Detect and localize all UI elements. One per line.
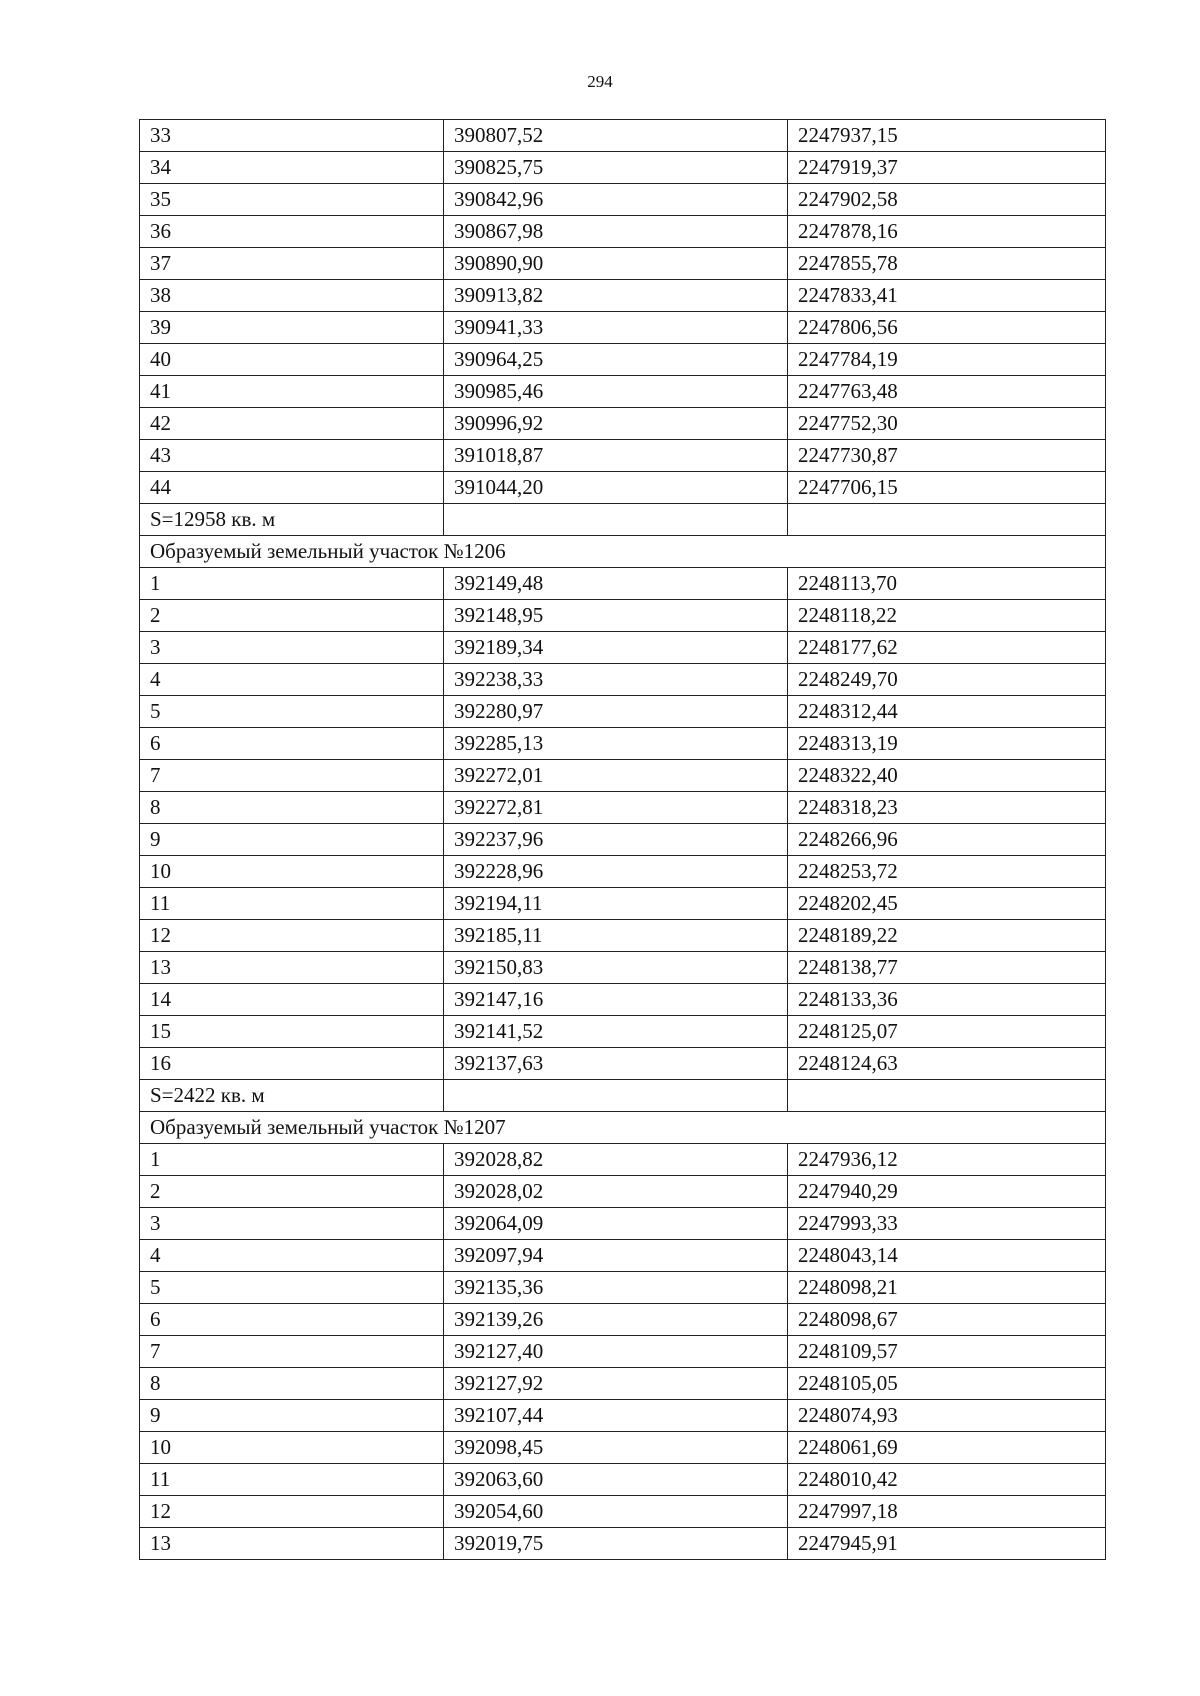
x-coordinate-cell: 392064,09 xyxy=(444,1208,788,1240)
x-coordinate-cell: 390985,46 xyxy=(444,376,788,408)
x-coordinate-cell: 390842,96 xyxy=(444,184,788,216)
point-number-cell: 7 xyxy=(140,1336,444,1368)
x-coordinate-cell: 392141,52 xyxy=(444,1016,788,1048)
x-coordinate-cell: 392194,11 xyxy=(444,888,788,920)
y-coordinate-cell: 2247997,18 xyxy=(788,1496,1106,1528)
x-coordinate-cell: 392097,94 xyxy=(444,1240,788,1272)
point-number-cell: 4 xyxy=(140,1240,444,1272)
x-coordinate-cell: 392228,96 xyxy=(444,856,788,888)
point-number-cell: 5 xyxy=(140,696,444,728)
point-number-cell: 8 xyxy=(140,792,444,824)
point-number-cell: 5 xyxy=(140,1272,444,1304)
y-coordinate-cell: 2247940,29 xyxy=(788,1176,1106,1208)
table-row xyxy=(140,1464,1106,1496)
table-row xyxy=(140,1240,1106,1272)
y-coordinate-cell: 2248074,93 xyxy=(788,1400,1106,1432)
point-number-cell: 44 xyxy=(140,472,444,504)
x-coordinate-cell: 392238,33 xyxy=(444,664,788,696)
y-coordinate-cell: 2247752,30 xyxy=(788,408,1106,440)
point-number-cell: 2 xyxy=(140,1176,444,1208)
x-coordinate-cell: 392137,63 xyxy=(444,1048,788,1080)
y-coordinate-cell: 2248312,44 xyxy=(788,696,1106,728)
section-heading-row xyxy=(140,1112,1106,1144)
point-number-cell: 35 xyxy=(140,184,444,216)
point-number-cell: 14 xyxy=(140,984,444,1016)
x-coordinate-cell: 390913,82 xyxy=(444,280,788,312)
table-row xyxy=(140,1432,1106,1464)
point-number-cell: 33 xyxy=(140,120,444,152)
x-coordinate-cell: 392189,34 xyxy=(444,632,788,664)
x-coordinate-cell: 390890,90 xyxy=(444,248,788,280)
x-coordinate-cell: 392149,48 xyxy=(444,568,788,600)
x-coordinate-cell: 392107,44 xyxy=(444,1400,788,1432)
point-number-cell: 9 xyxy=(140,1400,444,1432)
x-coordinate-cell: 392054,60 xyxy=(444,1496,788,1528)
area-cell: S=2422 кв. м xyxy=(140,1080,444,1112)
x-coordinate-cell: 392135,36 xyxy=(444,1272,788,1304)
x-coordinate-cell: 392063,60 xyxy=(444,1464,788,1496)
y-coordinate-cell: 2248098,67 xyxy=(788,1304,1106,1336)
point-number-cell: 1 xyxy=(140,568,444,600)
x-coordinate-cell: 392019,75 xyxy=(444,1528,788,1560)
table-row xyxy=(140,856,1106,888)
point-number-cell: 3 xyxy=(140,1208,444,1240)
y-coordinate-cell: 2248322,40 xyxy=(788,760,1106,792)
y-coordinate-cell: 2248249,70 xyxy=(788,664,1106,696)
point-number-cell: 13 xyxy=(140,952,444,984)
point-number-cell: 12 xyxy=(140,1496,444,1528)
empty-cell xyxy=(788,1080,1106,1112)
x-coordinate-cell: 392127,92 xyxy=(444,1368,788,1400)
page-number: 294 xyxy=(587,72,613,91)
table-row xyxy=(140,1400,1106,1432)
x-coordinate-cell: 392028,82 xyxy=(444,1144,788,1176)
x-coordinate-cell: 392098,45 xyxy=(444,1432,788,1464)
point-number-cell: 1 xyxy=(140,1144,444,1176)
point-number-cell: 34 xyxy=(140,152,444,184)
x-coordinate-cell: 392139,26 xyxy=(444,1304,788,1336)
section-heading: Образуемый земельный участок №1206 xyxy=(140,536,1106,568)
table-row xyxy=(140,984,1106,1016)
table-row xyxy=(140,664,1106,696)
x-coordinate-cell: 391044,20 xyxy=(444,472,788,504)
x-coordinate-cell: 390807,52 xyxy=(444,120,788,152)
x-coordinate-cell: 390825,75 xyxy=(444,152,788,184)
table-row xyxy=(140,1272,1106,1304)
x-coordinate-cell: 392280,97 xyxy=(444,696,788,728)
table-row xyxy=(140,568,1106,600)
table-row xyxy=(140,1176,1106,1208)
y-coordinate-cell: 2248202,45 xyxy=(788,888,1106,920)
y-coordinate-cell: 2248010,42 xyxy=(788,1464,1106,1496)
x-coordinate-cell: 392237,96 xyxy=(444,824,788,856)
point-number-cell: 6 xyxy=(140,728,444,760)
x-coordinate-cell: 390867,98 xyxy=(444,216,788,248)
table-row xyxy=(140,152,1106,184)
x-coordinate-cell: 392147,16 xyxy=(444,984,788,1016)
x-coordinate-cell: 392127,40 xyxy=(444,1336,788,1368)
point-number-cell: 10 xyxy=(140,1432,444,1464)
y-coordinate-cell: 2248043,14 xyxy=(788,1240,1106,1272)
table-row xyxy=(140,1208,1106,1240)
y-coordinate-cell: 2248313,19 xyxy=(788,728,1106,760)
table-row xyxy=(140,824,1106,856)
point-number-cell: 12 xyxy=(140,920,444,952)
point-number-cell: 6 xyxy=(140,1304,444,1336)
table-row xyxy=(140,120,1106,152)
y-coordinate-cell: 2247730,87 xyxy=(788,440,1106,472)
point-number-cell: 39 xyxy=(140,312,444,344)
x-coordinate-cell: 392148,95 xyxy=(444,600,788,632)
point-number-cell: 13 xyxy=(140,1528,444,1560)
table-row xyxy=(140,1304,1106,1336)
y-coordinate-cell: 2248118,22 xyxy=(788,600,1106,632)
table-row xyxy=(140,952,1106,984)
y-coordinate-cell: 2248138,77 xyxy=(788,952,1106,984)
table-row xyxy=(140,1048,1106,1080)
y-coordinate-cell: 2247763,48 xyxy=(788,376,1106,408)
table-row xyxy=(140,728,1106,760)
y-coordinate-cell: 2248133,36 xyxy=(788,984,1106,1016)
table-row xyxy=(140,440,1106,472)
y-coordinate-cell: 2247945,91 xyxy=(788,1528,1106,1560)
point-number-cell: 40 xyxy=(140,344,444,376)
table-row xyxy=(140,920,1106,952)
table-row xyxy=(140,216,1106,248)
point-number-cell: 36 xyxy=(140,216,444,248)
point-number-cell: 11 xyxy=(140,1464,444,1496)
y-coordinate-cell: 2247993,33 xyxy=(788,1208,1106,1240)
point-number-cell: 38 xyxy=(140,280,444,312)
y-coordinate-cell: 2248105,05 xyxy=(788,1368,1106,1400)
area-row xyxy=(140,504,1106,536)
y-coordinate-cell: 2248253,72 xyxy=(788,856,1106,888)
table-row xyxy=(140,632,1106,664)
empty-cell xyxy=(444,1080,788,1112)
table-row xyxy=(140,1528,1106,1560)
y-coordinate-cell: 2247878,16 xyxy=(788,216,1106,248)
y-coordinate-cell: 2248177,62 xyxy=(788,632,1106,664)
x-coordinate-cell: 392285,13 xyxy=(444,728,788,760)
coordinates-table xyxy=(139,119,1106,1560)
point-number-cell: 7 xyxy=(140,760,444,792)
y-coordinate-cell: 2247806,56 xyxy=(788,312,1106,344)
y-coordinate-cell: 2247936,12 xyxy=(788,1144,1106,1176)
point-number-cell: 15 xyxy=(140,1016,444,1048)
table-row xyxy=(140,1368,1106,1400)
y-coordinate-cell: 2247833,41 xyxy=(788,280,1106,312)
x-coordinate-cell: 390941,33 xyxy=(444,312,788,344)
x-coordinate-cell: 392185,11 xyxy=(444,920,788,952)
table-row xyxy=(140,760,1106,792)
table-row xyxy=(140,792,1106,824)
y-coordinate-cell: 2248109,57 xyxy=(788,1336,1106,1368)
table-row xyxy=(140,600,1106,632)
coordinates-table-body xyxy=(140,120,1106,1560)
y-coordinate-cell: 2247902,58 xyxy=(788,184,1106,216)
point-number-cell: 37 xyxy=(140,248,444,280)
x-coordinate-cell: 391018,87 xyxy=(444,440,788,472)
y-coordinate-cell: 2247706,15 xyxy=(788,472,1106,504)
x-coordinate-cell: 392028,02 xyxy=(444,1176,788,1208)
table-row xyxy=(140,312,1106,344)
y-coordinate-cell: 2247937,15 xyxy=(788,120,1106,152)
table-row xyxy=(140,1016,1106,1048)
point-number-cell: 3 xyxy=(140,632,444,664)
table-row xyxy=(140,1496,1106,1528)
y-coordinate-cell: 2248061,69 xyxy=(788,1432,1106,1464)
area-row xyxy=(140,1080,1106,1112)
point-number-cell: 11 xyxy=(140,888,444,920)
point-number-cell: 41 xyxy=(140,376,444,408)
section-heading-row xyxy=(140,536,1106,568)
table-row xyxy=(140,184,1106,216)
x-coordinate-cell: 392272,01 xyxy=(444,760,788,792)
table-row xyxy=(140,472,1106,504)
table-row xyxy=(140,408,1106,440)
section-heading: Образуемый земельный участок №1207 xyxy=(140,1112,1106,1144)
y-coordinate-cell: 2247919,37 xyxy=(788,152,1106,184)
x-coordinate-cell: 390964,25 xyxy=(444,344,788,376)
y-coordinate-cell: 2248113,70 xyxy=(788,568,1106,600)
empty-cell xyxy=(788,504,1106,536)
point-number-cell: 42 xyxy=(140,408,444,440)
table-row xyxy=(140,1336,1106,1368)
y-coordinate-cell: 2248125,07 xyxy=(788,1016,1106,1048)
y-coordinate-cell: 2248098,21 xyxy=(788,1272,1106,1304)
point-number-cell: 43 xyxy=(140,440,444,472)
y-coordinate-cell: 2248189,22 xyxy=(788,920,1106,952)
point-number-cell: 8 xyxy=(140,1368,444,1400)
x-coordinate-cell: 392150,83 xyxy=(444,952,788,984)
point-number-cell: 9 xyxy=(140,824,444,856)
point-number-cell: 2 xyxy=(140,600,444,632)
table-row xyxy=(140,696,1106,728)
x-coordinate-cell: 390996,92 xyxy=(444,408,788,440)
y-coordinate-cell: 2248124,63 xyxy=(788,1048,1106,1080)
x-coordinate-cell: 392272,81 xyxy=(444,792,788,824)
table-row xyxy=(140,1144,1106,1176)
y-coordinate-cell: 2248318,23 xyxy=(788,792,1106,824)
point-number-cell: 4 xyxy=(140,664,444,696)
y-coordinate-cell: 2248266,96 xyxy=(788,824,1106,856)
table-row xyxy=(140,280,1106,312)
table-row xyxy=(140,376,1106,408)
table-row xyxy=(140,888,1106,920)
table-row xyxy=(140,344,1106,376)
y-coordinate-cell: 2247855,78 xyxy=(788,248,1106,280)
table-row xyxy=(140,248,1106,280)
empty-cell xyxy=(444,504,788,536)
y-coordinate-cell: 2247784,19 xyxy=(788,344,1106,376)
point-number-cell: 10 xyxy=(140,856,444,888)
area-cell: S=12958 кв. м xyxy=(140,504,444,536)
point-number-cell: 16 xyxy=(140,1048,444,1080)
